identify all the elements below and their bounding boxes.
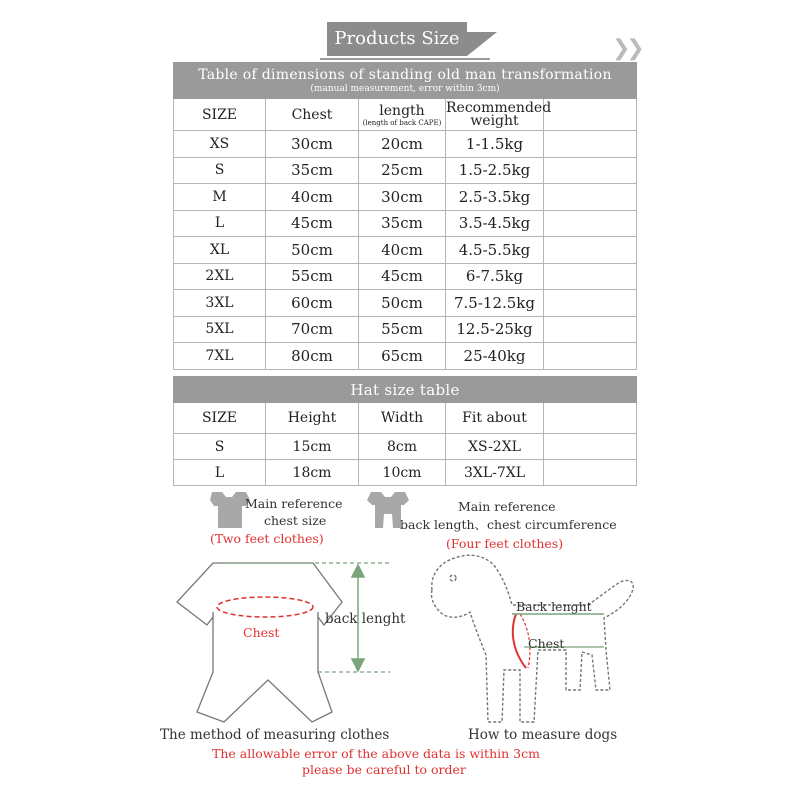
size-cell-length: 20cm — [359, 131, 446, 158]
hat-cell-size: S — [174, 434, 266, 460]
size-cell-chest: 55cm — [266, 263, 359, 290]
hat-cell-fit: 3XL-7XL — [446, 460, 544, 486]
size-cell-size: XL — [174, 237, 266, 264]
dog-chest-measure — [513, 614, 526, 668]
four-feet-ref-line2: back length、chest circumference — [400, 517, 617, 532]
hat-cell-width: 8cm — [359, 434, 446, 460]
size-cell-weight: 6-7.5kg — [446, 263, 544, 290]
hat-col-width: Width — [359, 403, 446, 434]
clothes-outline — [177, 563, 342, 722]
four-feet-ref-line1: Main reference — [458, 499, 556, 514]
double-chevron-icon: ❯❯ — [612, 36, 641, 61]
col-header-length-label: length — [379, 102, 425, 119]
size-cell-length: 35cm — [359, 210, 446, 237]
size-cell-size: 5XL — [174, 316, 266, 343]
two-feet-shirt-icon — [210, 492, 250, 528]
header-title: Products Size — [327, 22, 467, 56]
size-cell-chest: 80cm — [266, 343, 359, 370]
size-cell-chest: 50cm — [266, 237, 359, 264]
four-feet-label: (Four feet clothes) — [446, 536, 564, 551]
size-cell-length: 40cm — [359, 237, 446, 264]
col-header-weight-line2: weight — [470, 112, 519, 129]
size-cell-weight: 1.5-2.5kg — [446, 157, 544, 184]
size-cell-size: 7XL — [174, 343, 266, 370]
footer-warning: The allowable error of the above data is within 3cm — [212, 746, 540, 761]
hat-cell-height: 18cm — [266, 460, 359, 486]
size-cell-chest: 35cm — [266, 157, 359, 184]
col-header-chest: Chest — [266, 99, 359, 131]
size-cell-size: XS — [174, 131, 266, 158]
size-cell-size: M — [174, 184, 266, 211]
size-cell-weight: 4.5-5.5kg — [446, 237, 544, 264]
size-cell-chest: 30cm — [266, 131, 359, 158]
size-cell-length: 30cm — [359, 184, 446, 211]
size-cell-size: L — [174, 210, 266, 237]
size-cell-length: 50cm — [359, 290, 446, 317]
size-cell-weight: 7.5-12.5kg — [446, 290, 544, 317]
two-feet-label: (Two feet clothes) — [210, 531, 324, 546]
caption-measure-clothes: The method of measuring clothes — [160, 727, 390, 743]
clothes-chest-label: Chest — [243, 625, 280, 640]
col-header-weight-line1: Recommended — [446, 99, 552, 116]
size-cell-length: 25cm — [359, 157, 446, 184]
size-cell-chest: 70cm — [266, 316, 359, 343]
size-cell-length: 45cm — [359, 263, 446, 290]
hat-col-size: SIZE — [174, 403, 266, 434]
size-cell-weight: 3.5-4.5kg — [446, 210, 544, 237]
size-cell-length: 55cm — [359, 316, 446, 343]
size-cell-weight: 1-1.5kg — [446, 131, 544, 158]
col-header-size: SIZE — [174, 99, 266, 131]
size-cell-weight: 2.5-3.5kg — [446, 184, 544, 211]
clothes-back-length-label: back lenght — [325, 611, 406, 627]
hat-cell-height: 15cm — [266, 434, 359, 460]
two-feet-ref-line2: chest size — [264, 513, 327, 528]
size-cell-size: 3XL — [174, 290, 266, 317]
hat-cell-fit: XS-2XL — [446, 434, 544, 460]
dog-chest-label: Chest — [528, 636, 565, 651]
size-table-title: Table of dimensions of standing old man transformation — [198, 67, 612, 83]
footer-note: please be careful to order — [302, 762, 466, 777]
size-cell-size: 2XL — [174, 263, 266, 290]
hat-cell-width: 10cm — [359, 460, 446, 486]
col-header-length-note: (length of back CAPE) — [362, 118, 442, 127]
chest-measure-ellipse — [217, 597, 313, 617]
caption-measure-dogs: How to measure dogs — [468, 727, 618, 743]
hat-col-height: Height — [266, 403, 359, 434]
size-cell-chest: 45cm — [266, 210, 359, 237]
size-cell-size: S — [174, 157, 266, 184]
hat-col-fit: Fit about — [446, 403, 544, 434]
size-cell-weight: 12.5-25kg — [446, 316, 544, 343]
size-cell-chest: 60cm — [266, 290, 359, 317]
dog-back-length-label: Back lenght — [516, 599, 592, 614]
hat-table-title: Hat size table — [350, 380, 460, 399]
two-feet-ref-line1: Main reference — [245, 496, 343, 511]
hat-cell-size: L — [174, 460, 266, 486]
size-table-subtitle: (manual measurement, error within 3cm) — [310, 84, 500, 94]
size-cell-weight: 25-40kg — [446, 343, 544, 370]
size-cell-chest: 40cm — [266, 184, 359, 211]
size-cell-length: 65cm — [359, 343, 446, 370]
